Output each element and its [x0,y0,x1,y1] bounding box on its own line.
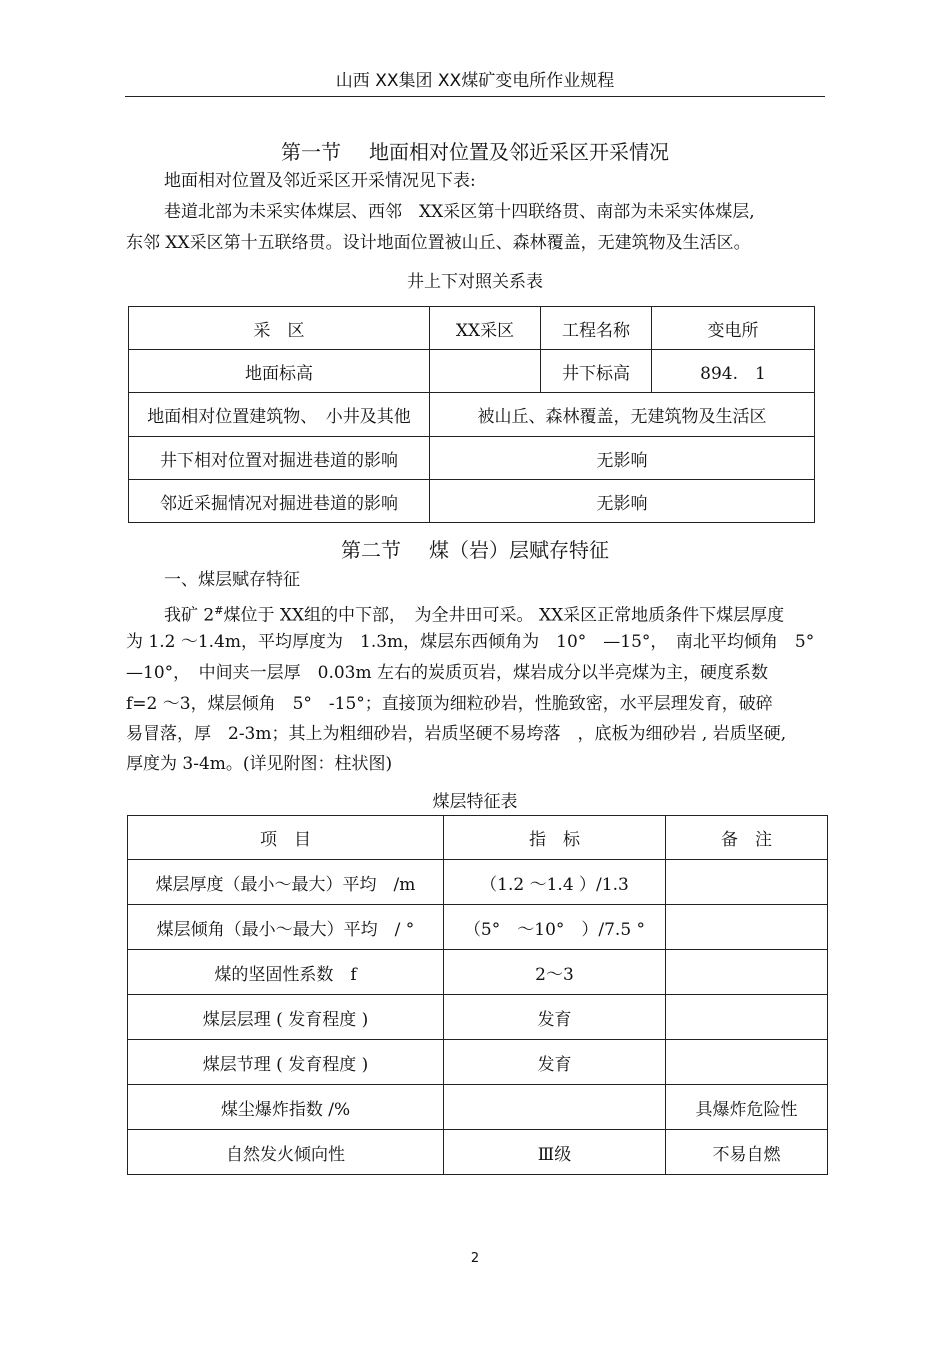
section-2-para-line-3: —10°， 中间夹一层厚 0.03m 左右的炭质页岩，煤岩成分以半亮煤为主，硬度系数 [126,663,769,683]
section-2-subheading: 一、煤层赋存特征 [164,570,300,590]
table-cell: 井下相对位置对掘进巷道的影响 [129,437,430,480]
table-row [129,350,815,393]
table-row [129,307,815,350]
table-cell [666,950,828,995]
table-row [128,905,828,950]
section-2-para-line-5: 易冒落，厚 2-3m；其上为粗细砂岩，岩质坚硬不易垮落 ，底板为细砂岩 , 岩质坚硬, [126,724,787,744]
table-cell: 地面标高 [129,350,430,393]
table-cell: 无影响 [430,480,815,523]
table-2-caption: 煤层特征表 [432,792,518,812]
table-cell: 井下标高 [541,350,652,393]
table-cell: 具爆炸危险性 [666,1085,828,1130]
table-cell: 煤层厚度（最小～最大）平均 /m [128,860,444,905]
page-number: 2 [470,1251,480,1266]
section-1-heading: 地面相对位置及邻近采区开采情况 [369,140,669,164]
running-header: 山西 XX集团 XX煤矿变电所作业规程 [335,71,615,91]
table-row [129,393,815,437]
section-2-title [125,534,825,563]
section-1-title [125,136,825,165]
table-cell: 煤层节理 ( 发育程度 ) [128,1040,444,1085]
table-cell: 采 区 [129,307,430,350]
section-2-para-line-6: 厚度为 3-4m。(详见附图：柱状图) [126,754,393,774]
table-header-cell: 项 目 [128,816,444,860]
table-cell: 煤尘爆炸指数 /% [128,1085,444,1130]
table-cell: 发育 [444,1040,666,1085]
section-2-para-line-1: 我矿 2#煤位于 XX组的中下部， 为全井田可采。 XX采区正常地质条件下煤层厚度 [164,604,785,626]
table-header-cell: 备 注 [666,816,828,860]
table-row [128,1040,828,1085]
table-cell [666,1040,828,1085]
table-cell: 被山丘、森林覆盖，无建筑物及生活区 [430,393,815,437]
section-1-para-line-1: 巷道北部为未采实体煤层、西邻 XX采区第十四联络贯、南部为未采实体煤层, [164,202,755,222]
table-cell: 煤层层理 ( 发育程度 ) [128,995,444,1040]
table-cell [666,995,828,1040]
table-header-cell: 指 标 [444,816,666,860]
table-cell [666,905,828,950]
coal-seam-table [127,815,828,1175]
table-cell: XX采区 [430,307,541,350]
table-cell [444,1085,666,1130]
table-row [129,480,815,523]
table-cell: 894. 1 [652,350,815,393]
table-cell: 地面相对位置建筑物、 小井及其他 [129,393,430,437]
table-cell: （5° ～10° ）/7.5 ° [444,905,666,950]
section-2-heading: 煤（岩）层赋存特征 [429,538,609,562]
header-rule [125,96,825,97]
table-cell: 工程名称 [541,307,652,350]
table-cell [430,350,541,393]
table-cell: 发育 [444,995,666,1040]
table-row [128,950,828,995]
table-cell [666,860,828,905]
table-row [128,860,828,905]
table-cell: 邻近采掘情况对掘进巷道的影响 [129,480,430,523]
table-cell: 变电所 [652,307,815,350]
table-cell: 煤层倾角（最小～最大）平均 / ° [128,905,444,950]
table-cell: （1.2 ～1.4 ）/1.3 [444,860,666,905]
table-row [128,1085,828,1130]
table-cell: Ⅲ级 [444,1130,666,1175]
table-1-caption: 井上下对照关系表 [407,272,543,292]
table-cell: 自然发火倾向性 [128,1130,444,1175]
section-2-para-line-4: f=2 ～3，煤层倾角 5° -15°；直接顶为细粒砂岩，性脆致密，水平层理发育，破碎 [126,694,773,714]
table-row [128,995,828,1040]
table-cell: 2～3 [444,950,666,995]
table-cell: 不易自燃 [666,1130,828,1175]
table-cell: 煤的坚固性系数 f [128,950,444,995]
table-row [129,437,815,480]
section-1-para-line-2: 东邻 XX采区第十五联络贯。设计地面位置被山丘、森林覆盖，无建筑物及生活区。 [126,233,751,253]
table-cell: 无影响 [430,437,815,480]
table-row [128,1130,828,1175]
section-2-para-line-2: 为 1.2 ～1.4m，平均厚度为 1.3m，煤层东西倾角为 10° —15°， 南北平均倾角 5° [126,632,815,652]
surface-underground-table [128,306,815,523]
section-1-number: 第一节 [281,140,341,164]
section-1-intro: 地面相对位置及邻近采区开采情况见下表: [164,171,476,191]
section-2-number: 第二节 [341,538,401,562]
table-header-row [128,816,828,860]
